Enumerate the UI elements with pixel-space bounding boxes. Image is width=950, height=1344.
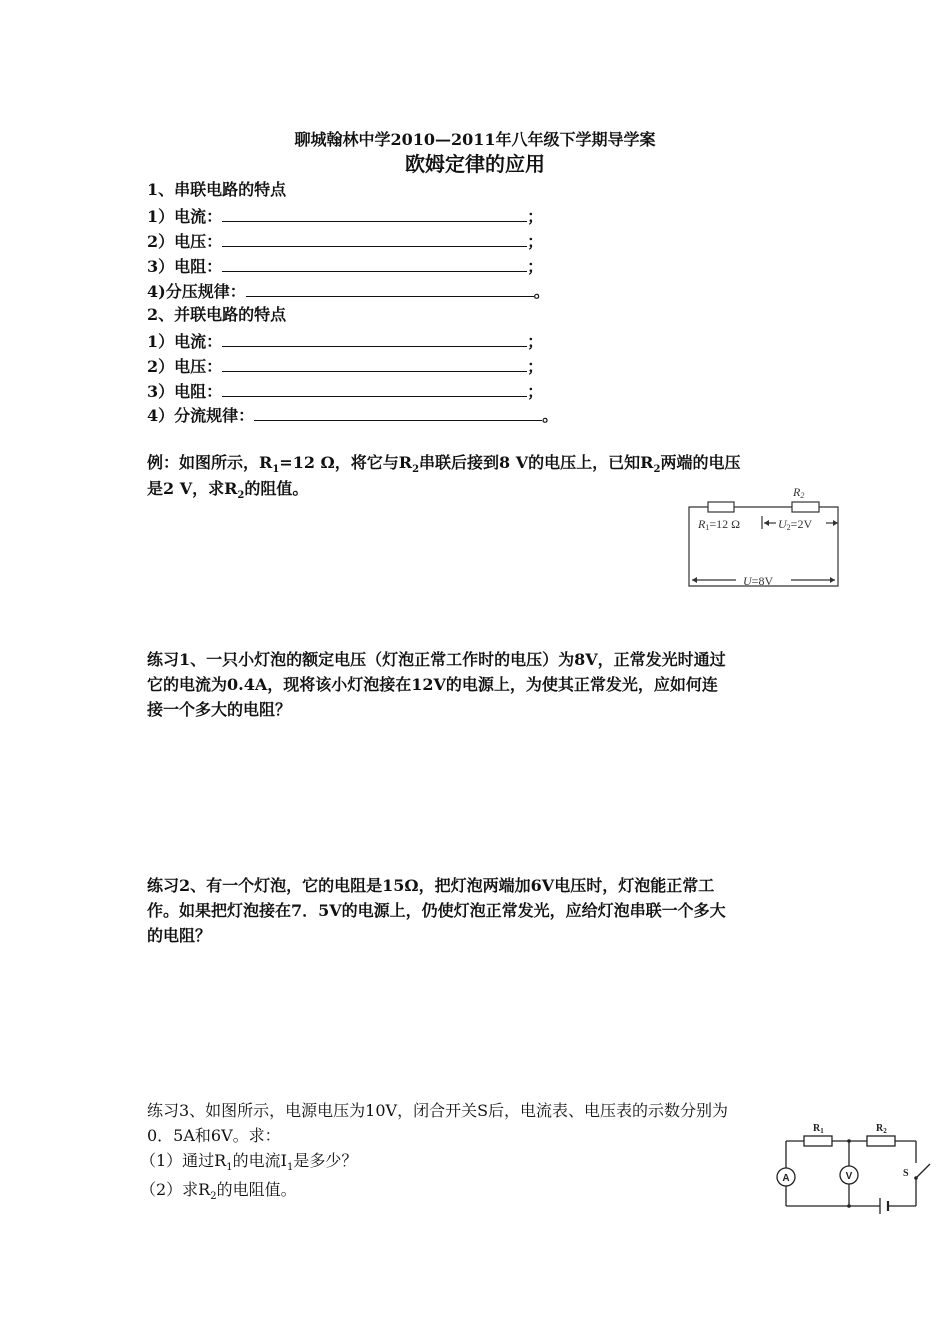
example-line-2: 是2 V，求$R_2$的阻值。 bbox=[147, 479, 309, 502]
resistor-r1 bbox=[708, 502, 734, 512]
exercise3-line-2: 0．5A和6V。求： bbox=[147, 1126, 281, 1145]
parallel-voltage: 2）电压： ； bbox=[147, 357, 544, 376]
resistor-r2 bbox=[792, 502, 819, 512]
exercise1-line-2: 它的电流为0.4A，现将该小灯泡接在12V的电源上，为使其正常发光，应如何连 bbox=[147, 675, 718, 694]
ammeter-voltmeter-circuit-diagram bbox=[774, 1118, 944, 1218]
r2-label: R2 bbox=[793, 485, 805, 500]
ammeter-label: A bbox=[782, 1173, 790, 1184]
series-resistance: 3）电阻： ； bbox=[147, 257, 544, 276]
resistor-r2 bbox=[867, 1136, 895, 1146]
series-divider-rule: 4)分压规律： 。 bbox=[147, 282, 550, 301]
parallel-current: 1）电流： ； bbox=[147, 332, 544, 351]
exercise2-line-3: 的电阻？ bbox=[147, 926, 212, 945]
resistor-r1 bbox=[804, 1136, 832, 1146]
series-heading: 1、串联电路的特点 bbox=[147, 180, 287, 199]
exercise1-line-1: 练习1、一只小灯泡的额定电压（灯泡正常工作时的电压）为8V，正常发光时通过 bbox=[147, 650, 726, 669]
r1-value-label: R1=12 Ω bbox=[698, 517, 741, 532]
answer-blank[interactable] bbox=[222, 206, 527, 222]
r1-label: $R_1$ bbox=[813, 1123, 824, 1135]
answer-blank[interactable] bbox=[254, 405, 542, 421]
parallel-divider-rule: 4）分流规律： 。 bbox=[147, 406, 559, 425]
exercise1-line-3: 接一个多大的电阻？ bbox=[147, 700, 292, 719]
exercise3-line-1: 练习3、如图所示，电源电压为10V，闭合开关S后，电流表、电压表的示数分别为 bbox=[147, 1101, 729, 1120]
r2-label: $R_2$ bbox=[876, 1123, 887, 1135]
switch bbox=[916, 1164, 930, 1178]
series-circuit-diagram bbox=[684, 483, 844, 593]
exercise2-line-1: 练习2、有一个灯泡，它的电阻是15Ω，把灯泡两端加6V电压时，灯泡能正常工 bbox=[147, 876, 715, 895]
answer-blank[interactable] bbox=[246, 281, 534, 297]
answer-blank[interactable] bbox=[222, 381, 527, 397]
answer-blank[interactable] bbox=[222, 331, 527, 347]
example-line-1: 例：如图所示，$R_1=12$ Ω，将它与$R_2$串联后接到8 V的电压上，已知$R_2$两端的电压 bbox=[147, 453, 741, 476]
parallel-heading: 2、并联电路的特点 bbox=[147, 305, 287, 324]
answer-blank[interactable] bbox=[222, 356, 527, 372]
page-title: 聊城翰林中学2010—2011年八年级下学期导学案 bbox=[294, 130, 656, 149]
series-current: 1）电流： ； bbox=[147, 207, 544, 226]
switch-label: S bbox=[903, 1168, 909, 1179]
series-voltage: 2）电压： ； bbox=[147, 232, 544, 251]
exercise3-question-1: （1）通过$R_1$的电流$I_1$是多少？ bbox=[140, 1151, 358, 1174]
answer-blank[interactable] bbox=[222, 256, 527, 272]
parallel-resistance: 3）电阻： ； bbox=[147, 382, 544, 401]
exercise3-question-2: （2）求$R_2$的电阻值。 bbox=[140, 1180, 297, 1203]
answer-blank[interactable] bbox=[222, 231, 527, 247]
u2-value-label: U2=2V bbox=[778, 517, 813, 532]
voltmeter-label: V bbox=[845, 1171, 853, 1182]
u-total-label: U=8V bbox=[743, 574, 774, 588]
exercise2-line-2: 作。如果把灯泡接在7．5V的电源上，仍使灯泡正常发光，应给灯泡串联一个多大 bbox=[147, 901, 726, 920]
page-subtitle: 欧姆定律的应用 bbox=[405, 152, 545, 176]
